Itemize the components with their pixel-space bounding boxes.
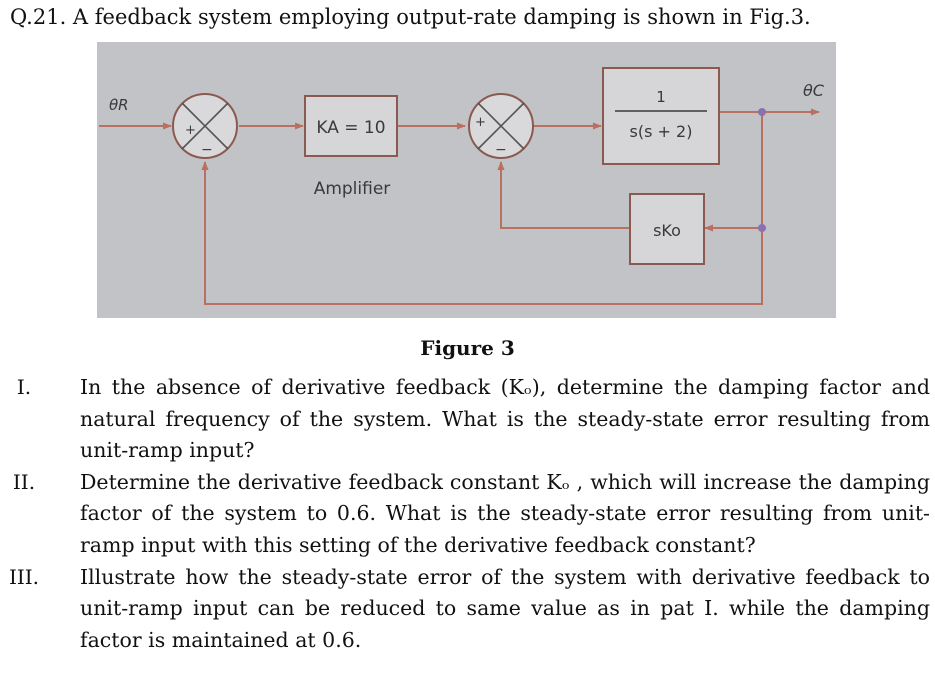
part-number: I. bbox=[16, 375, 32, 399]
question-part-3 bbox=[0, 562, 935, 657]
plant-block bbox=[603, 68, 719, 164]
summing-junction-1 bbox=[173, 94, 237, 158]
part-number: III. bbox=[8, 564, 40, 589]
question-part-2 bbox=[0, 467, 935, 562]
part-text: In the absence of derivative feedback (Kₒ), determine the damping factor and natural frequency of the system. What is the steady-state error resulting from unit-ramp input? bbox=[80, 375, 930, 463]
plant-numerator: 1 bbox=[656, 88, 666, 106]
plant-denominator: s(s + 2) bbox=[629, 122, 693, 141]
output-signal-label: θC bbox=[803, 81, 824, 100]
question-part-1 bbox=[0, 372, 935, 467]
amplifier-gain-label: KA = 10 bbox=[316, 118, 386, 138]
output-pickoff-dot bbox=[758, 108, 766, 116]
figure-caption: Figure 3 bbox=[420, 336, 515, 360]
question-title: Q.21. A feedback system employing output-rate damping is shown in Fig.3. bbox=[10, 5, 811, 29]
input-signal-label: θR bbox=[109, 96, 129, 114]
block-diagram-svg bbox=[97, 42, 836, 318]
junction2-plus-sign: + bbox=[475, 115, 486, 130]
part-text: Illustrate how the steady-state error of the system with derivative feedback to unit-ramp input can be reduced to same value as in pat I. while the damping factor is maintained at 0.6. bbox=[80, 564, 930, 652]
feedback-pickoff-dot bbox=[758, 224, 766, 232]
junction2-minus-sign: − bbox=[495, 142, 507, 158]
junction1-plus-sign: + bbox=[185, 123, 196, 138]
summing-junction-2 bbox=[469, 94, 533, 158]
question-parts-list bbox=[0, 372, 935, 656]
part-text: Determine the derivative feedback constant Kₒ , which will increase the damping factor of the system to 0.6. What is the steady-state error resulting from unit-ramp input with this setting of the derivative feedback constant? bbox=[80, 469, 930, 557]
rate-feedback-return-line bbox=[501, 162, 629, 228]
amplifier-caption: Amplifier bbox=[313, 179, 391, 199]
junction1-minus-sign: − bbox=[201, 142, 213, 158]
block-diagram-figure bbox=[97, 42, 836, 318]
part-number: II. bbox=[12, 469, 36, 494]
rate-feedback-label: sKo bbox=[653, 221, 681, 240]
